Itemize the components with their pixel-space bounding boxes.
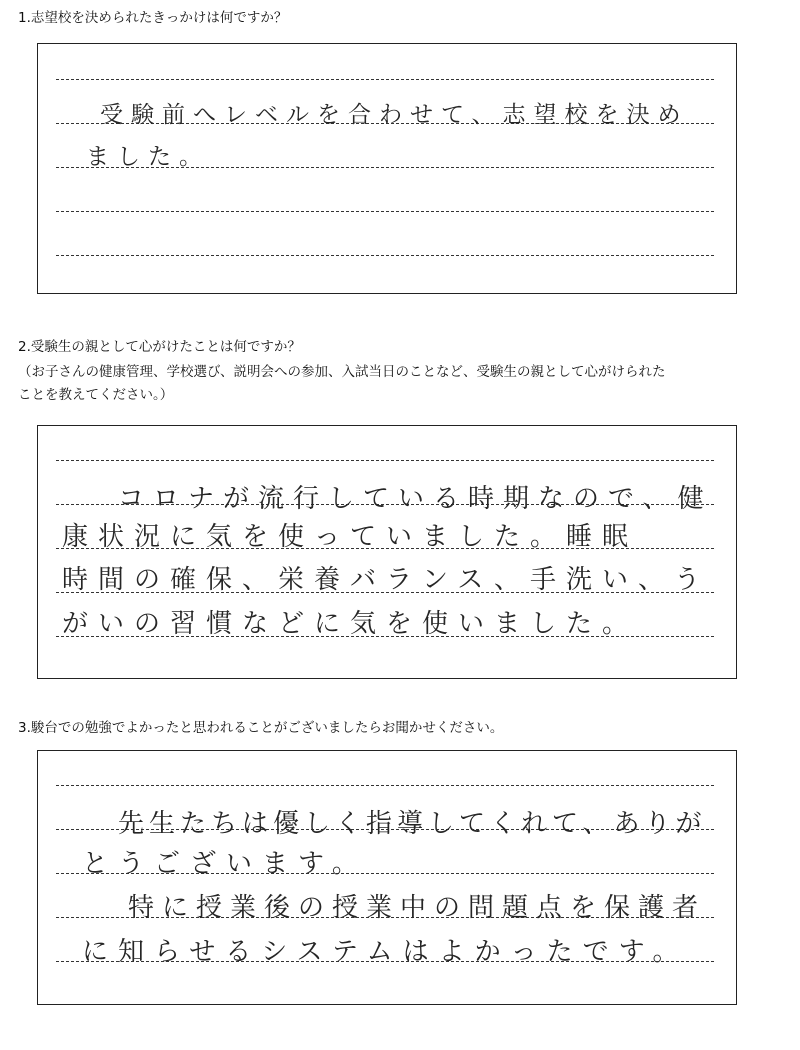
answer-rule — [56, 460, 714, 461]
question-2-note-line-2: ことを教えてください。） — [18, 387, 174, 403]
handwritten-answer-line: 時間の確保、栄養バランス、手洗い、う — [62, 565, 711, 595]
handwritten-answer-line: 先生たちは優しく指導してくれて、ありが — [118, 809, 707, 839]
question-3: 3.駿台での勉強でよかったと思われることがございましたらお聞かせください。 — [18, 720, 504, 736]
answer-rule — [56, 79, 714, 80]
handwritten-answer-line: がいの習慣などに気を使いました。 — [62, 609, 639, 639]
handwritten-answer-line: に知らせるシステムはよかったです。 — [82, 937, 689, 967]
question-2: 2.受験生の親として心がけたことは何ですか？ — [18, 339, 301, 355]
answer-box-2 — [37, 425, 737, 679]
handwritten-answer-line: 特に授業後の授業中の問題点を保護者 — [128, 893, 707, 923]
handwritten-answer-line: ました。 — [86, 144, 210, 170]
answer-rule — [56, 255, 714, 256]
answer-box-3 — [37, 750, 737, 1005]
handwritten-answer-line: コロナが流行している時期なので、健 — [118, 484, 713, 514]
question-1: 1.志望校を決められたきっかけは何ですか？ — [18, 10, 288, 26]
answer-box-1 — [37, 43, 737, 294]
handwritten-answer-line: 康状況に気を使っていました。睡眠 — [62, 522, 639, 552]
answer-rule — [56, 785, 714, 786]
handwritten-answer-line: 受験前へレベルを合わせて、志望校を決め — [100, 102, 689, 128]
handwritten-answer-line: とうございます。 — [82, 849, 368, 879]
answer-rule — [56, 211, 714, 212]
question-2-note-line-1: （お子さんの健康管理、学校選び、説明会への参加、入試当日のことなど、受験生の親として心がけられた — [18, 364, 666, 380]
